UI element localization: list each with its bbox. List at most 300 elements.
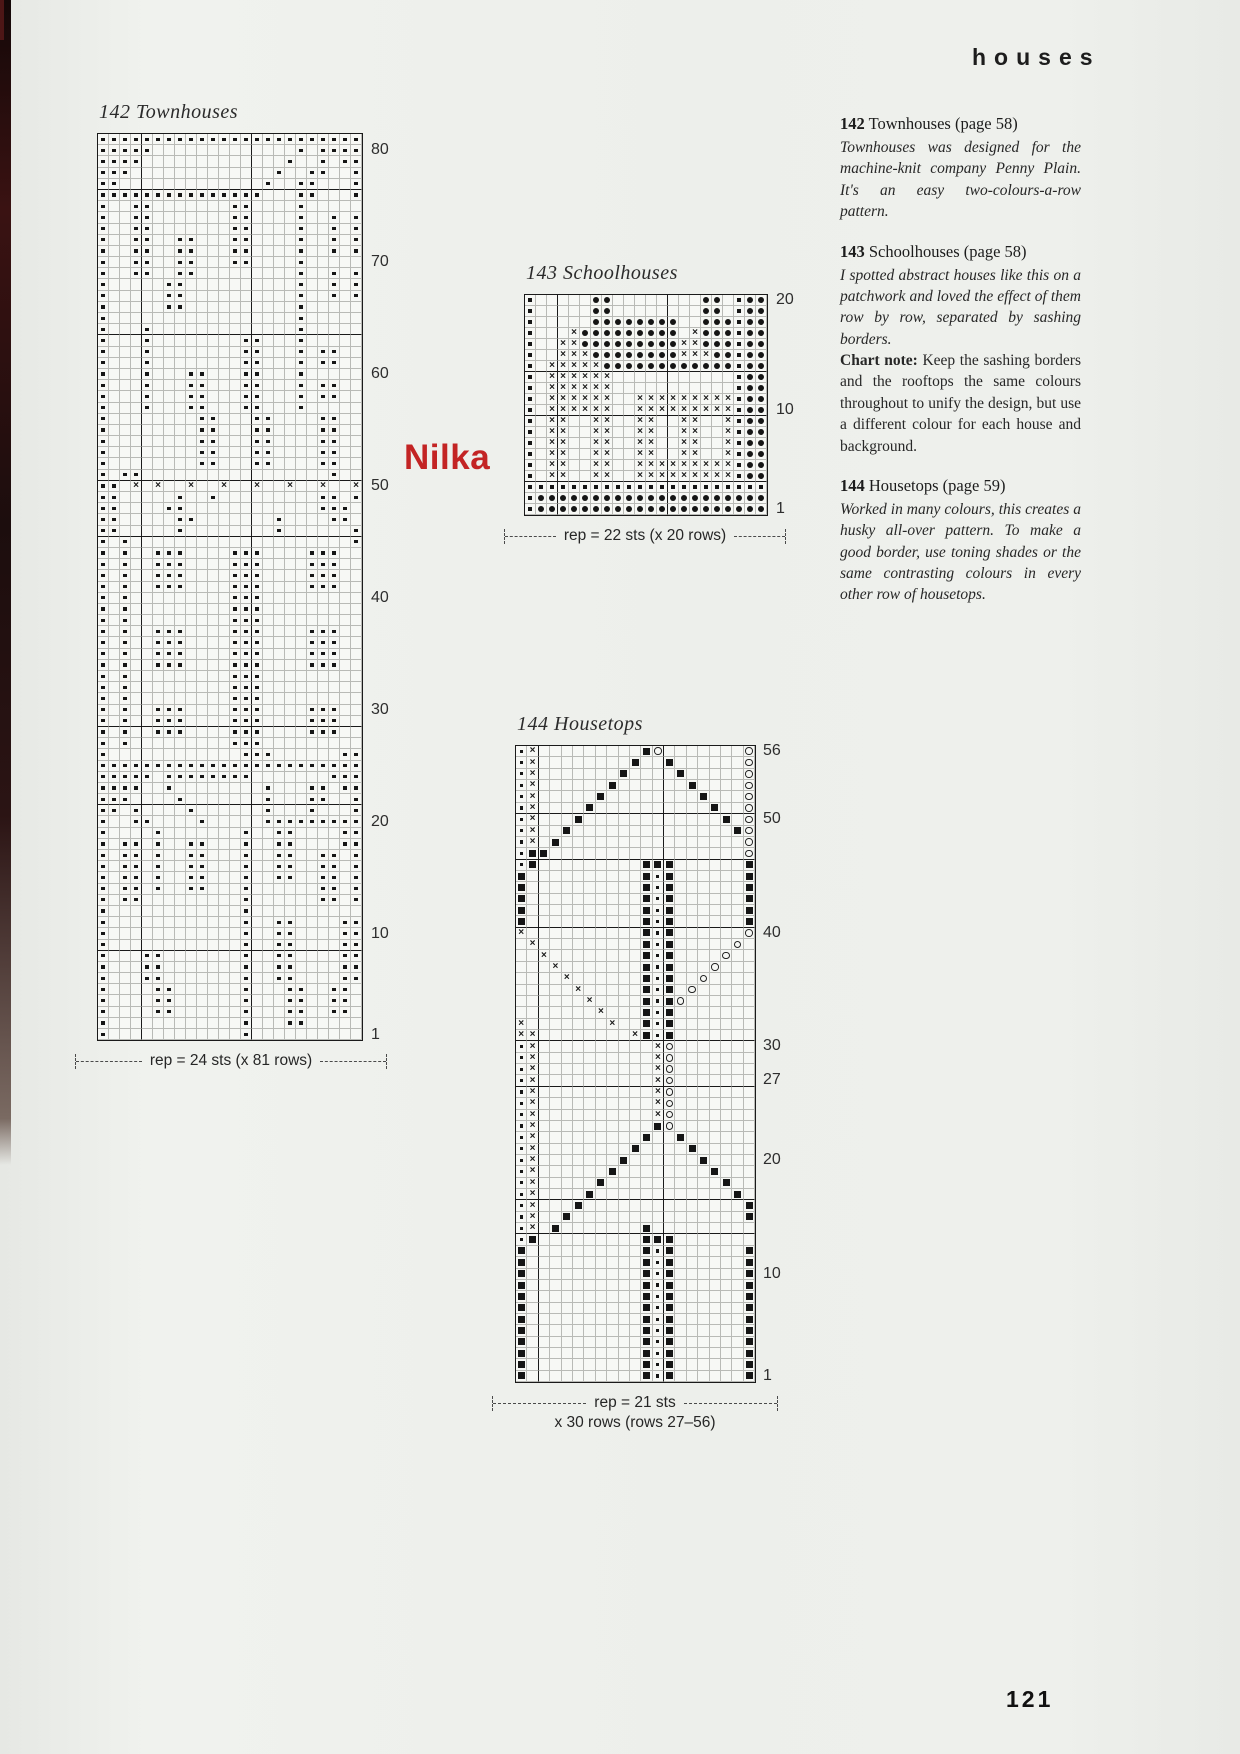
chart-cell [186,414,197,425]
chart-cell [109,649,120,660]
chart-cell [562,1314,573,1325]
chart-cell [186,761,197,772]
chart-cell [550,1348,561,1359]
chart-cell [744,985,755,996]
chart-cell [98,470,109,481]
chart-cell [230,570,241,581]
chart-cell [630,1280,641,1291]
chart-cell [573,1234,584,1245]
chart-cell [186,772,197,783]
chart-cell [274,291,285,302]
chart-cell [241,324,252,335]
chart-cell [596,973,607,984]
chart-cell [539,746,550,757]
chart-cell [698,1200,709,1211]
chart-cell [252,526,263,537]
chart-cell [710,916,721,927]
chart-cell [641,1041,652,1052]
chart-cell [562,814,573,825]
chart-cell [263,201,274,212]
chart-cell [318,705,329,716]
chart-cell [351,884,362,895]
chart-cell [732,1348,743,1359]
chart-cell [186,537,197,548]
chart-cell [734,460,745,471]
chart-cell [607,1110,618,1121]
chart-cell [252,324,263,335]
chart-cell [120,224,131,235]
chart-cell [296,749,307,760]
chart-cell [98,403,109,414]
chart-cell [550,1019,561,1030]
chart-cell [175,906,186,917]
chart-cell [547,482,558,493]
chart-cell [619,1166,630,1177]
chart-cell [329,850,340,861]
chart-cell [142,268,153,279]
chart-cell [318,235,329,246]
chart-cell [197,224,208,235]
chart-cell [630,882,641,893]
chart-cell [340,503,351,514]
chart-cell [687,837,698,848]
chart-cell [241,313,252,324]
chart-cell [516,1030,527,1041]
chart-cell [641,1348,652,1359]
chart-cell [721,814,732,825]
chart-cell [630,1291,641,1302]
chart-cell [131,761,142,772]
chart-cell [653,1200,664,1211]
chart-cell [340,212,351,223]
chart-cell [98,436,109,447]
chart-cell [197,761,208,772]
chart-cell [562,803,573,814]
chart-cell [550,769,561,780]
chart-cell [539,1280,550,1291]
chart-cell [131,313,142,324]
chart-cell [153,212,164,223]
chart-cell [584,1234,595,1245]
chart-cell [109,984,120,995]
chart-cell [653,780,664,791]
chart-cell [698,1212,709,1223]
chart-cell [569,471,580,482]
chart-cell [734,471,745,482]
chart-cell [527,1098,538,1109]
chart-cell [230,380,241,391]
chart-cell [142,984,153,995]
chart-cell [734,416,745,427]
chart-cell [307,995,318,1006]
chart-cell [340,156,351,167]
chart-cell [550,1291,561,1302]
chart-cell [721,950,732,961]
chart-cell [241,570,252,581]
chart-cell [274,391,285,402]
chart-cell [208,212,219,223]
chart-cell [219,168,230,179]
chart-cell [607,1280,618,1291]
chart-cell [252,615,263,626]
chart-cell [539,1121,550,1132]
chart-cell [607,950,618,961]
chart-cell [219,649,230,660]
chart-cell [744,962,755,973]
chart-cell [613,372,624,383]
chart-cell [351,649,362,660]
chart-cell [675,837,686,848]
chart-cell [675,939,686,950]
row-number-label: 1 [776,500,785,517]
chart-cell [641,1359,652,1370]
chart-cell [120,660,131,671]
chart-cell [329,358,340,369]
chart-cell [539,871,550,882]
chart-cell [274,761,285,772]
chart-cell [664,1064,675,1075]
chart-cell [539,1155,550,1166]
chart-cell [197,705,208,716]
chart-cell [596,950,607,961]
chart-cell [175,481,186,492]
chart-cell [131,928,142,939]
chart-cell [175,358,186,369]
chart-cell [329,1007,340,1018]
chart-cell [721,769,732,780]
chart-cell [584,826,595,837]
chart-cell [573,1269,584,1280]
chart-cell [241,257,252,268]
chart-cell [208,335,219,346]
chart-cell [142,414,153,425]
chart-cell [164,168,175,179]
chart-cell [153,615,164,626]
article-heading [840,476,1081,496]
chart-cell [296,906,307,917]
chart-cell [186,705,197,716]
chart-cell [263,861,274,872]
chart-cell [263,951,274,962]
chart-cell [131,369,142,380]
chart-cell [516,746,527,757]
chart-cell [208,984,219,995]
chart-cell [252,917,263,928]
chart-cell [536,339,547,350]
chart-cell [539,1314,550,1325]
chart-cell [230,492,241,503]
chart-cell [109,156,120,167]
chart-cell [584,1166,595,1177]
chart-cell [307,693,318,704]
chart-cell [351,391,362,402]
chart-cell [153,582,164,593]
chart-cell [307,682,318,693]
chart-cell [596,1314,607,1325]
chart-cell [539,1246,550,1257]
chart-cell [580,306,591,317]
chart-cell [131,671,142,682]
chart-cell [98,940,109,951]
chart-cell [664,905,675,916]
chart-cell [208,604,219,615]
chart-cell [562,1155,573,1166]
repeat-bracket [492,1394,778,1412]
chart-cell [252,861,263,872]
chart-cell [569,306,580,317]
chart-cell [580,493,591,504]
chart-cell [307,324,318,335]
chart-cell [351,828,362,839]
chart-cell [197,492,208,503]
chart-cell [351,805,362,816]
chart-cell [732,1291,743,1302]
chart-cell [573,1178,584,1189]
chart-cell [120,526,131,537]
chart-cell [351,951,362,962]
chart-cell [641,1144,652,1155]
chart-cell [613,328,624,339]
bracket-dash [76,1061,142,1062]
chart-cell [263,403,274,414]
chart-cell [285,884,296,895]
chart-cell [613,416,624,427]
chart-cell [710,1110,721,1121]
chart-cell [263,246,274,257]
chart-cell [351,772,362,783]
chart-cell [646,317,657,328]
chart-cell [646,482,657,493]
chart-cell [109,403,120,414]
chart-cell [698,1348,709,1359]
chart-cell [230,134,241,145]
chart-cell [285,705,296,716]
chart-cell [698,780,709,791]
chart-cell [539,1325,550,1336]
chart-cell [230,649,241,660]
chart-cell [516,1246,527,1257]
chart-cell [340,626,351,637]
chart-cell [131,358,142,369]
chart-cell [596,1053,607,1064]
chart-cell [318,503,329,514]
chart-cell [131,291,142,302]
chart-cell [230,201,241,212]
chart-cell [550,1178,561,1189]
chart-cell [307,470,318,481]
chart-cell [562,769,573,780]
chart-cell [721,837,732,848]
chart-cell [208,179,219,190]
chart-cell [252,358,263,369]
chart-cell [340,682,351,693]
chart-cell [584,939,595,950]
chart-cell [109,447,120,458]
chart-cell [630,860,641,871]
chart-cell [351,156,362,167]
chart-cell [296,1029,307,1040]
chart-cell [527,882,538,893]
chart-cell [329,458,340,469]
chart-cell [329,761,340,772]
chart-cell [732,1200,743,1211]
chart-cell [230,984,241,995]
chart-cell [208,805,219,816]
chart-cell [698,1064,709,1075]
chart-cell [197,235,208,246]
chart-cell [630,973,641,984]
chart-cell [164,671,175,682]
chart-cell [641,814,652,825]
chart-cell [596,1303,607,1314]
chart-cell [252,1029,263,1040]
chart-cell [516,973,527,984]
chart-cell [569,449,580,460]
chart-cell [219,895,230,906]
chart-cell [285,671,296,682]
chart-cell [164,324,175,335]
chart-cell [142,291,153,302]
chart-cell [318,302,329,313]
chart-cell [687,848,698,859]
chart-cell [562,1019,573,1030]
chart-cell [329,503,340,514]
chart-cell [175,671,186,682]
bracket-tick-icon [785,529,786,544]
chart-cell [664,928,675,939]
chart-cell [630,826,641,837]
chart-cell [307,548,318,559]
chart-cell [142,224,153,235]
chart-cell [641,996,652,1007]
chart-cell [653,746,664,757]
chart-cell [525,427,536,438]
chart-cell [263,705,274,716]
chart-cell [318,190,329,201]
chart-cell [318,358,329,369]
chart-cell [164,391,175,402]
chart-cell [186,884,197,895]
chart-cell [98,895,109,906]
chart-cell [641,1371,652,1382]
chart-cell [698,1144,709,1155]
chart-cell [619,769,630,780]
chart-cell [296,514,307,525]
chart-cell [109,212,120,223]
chart-cell [274,593,285,604]
chart-cell [562,1337,573,1348]
chart-cell [98,593,109,604]
chart-cell [596,1144,607,1155]
chart-cell [131,403,142,414]
chart-cell [641,1212,652,1223]
chart-cell [318,582,329,593]
chart-cell [687,1155,698,1166]
chart-cell [164,503,175,514]
chart-cell [527,985,538,996]
chart-cell [241,649,252,660]
chart-cell [607,1291,618,1302]
chart-cell [318,895,329,906]
chart-cell [164,1007,175,1018]
chart-cell [197,257,208,268]
chart-cell [175,134,186,145]
chart-cell [263,514,274,525]
chart-cell [698,826,709,837]
chart-cell [274,201,285,212]
chart-cell [318,458,329,469]
chart-cell [285,291,296,302]
chart-cell [340,201,351,212]
chart-cell [744,1325,755,1336]
chart-cell [142,839,153,850]
chart-cell [712,350,723,361]
chart-cell [263,749,274,760]
chart-cell [109,615,120,626]
chart-cell [550,746,561,757]
chart-cell [562,1325,573,1336]
chart-cell [596,1325,607,1336]
chart-cell [219,906,230,917]
chart-cell [318,335,329,346]
chart-cell [307,257,318,268]
chart-cell [698,837,709,848]
chart-cell [296,224,307,235]
chart-cell [307,514,318,525]
chart-cell [131,940,142,951]
chart-cell [653,1030,664,1041]
chart-cell [653,939,664,950]
chart-cell [230,928,241,939]
chart-cell [607,746,618,757]
chart-cell [536,427,547,438]
chart-cell [329,984,340,995]
chart-cell [318,637,329,648]
chart-cell [675,826,686,837]
chart-cell [219,313,230,324]
chart-cell [109,761,120,772]
chart-cell [687,950,698,961]
chart-cell [596,837,607,848]
chart-cell [208,917,219,928]
chart-cell [721,1269,732,1280]
chart-cell [536,328,547,339]
chart-cell [241,783,252,794]
chart-cell [619,1121,630,1132]
chart-cell [230,973,241,984]
chart-cell [175,794,186,805]
chart-cell [142,201,153,212]
chart-cell [527,1223,538,1234]
chart-cell [241,906,252,917]
chart-cell [142,861,153,872]
chart-cell [687,1359,698,1370]
chart-cell [219,134,230,145]
chart-cell [252,816,263,827]
chart-cell [197,268,208,279]
chart-cell [516,882,527,893]
chart-cell [241,761,252,772]
chart-cell [164,816,175,827]
chart-cell [153,693,164,704]
chart-cell [219,235,230,246]
chart-cell [340,783,351,794]
chart-cell [710,1280,721,1291]
chart-cell [241,414,252,425]
chart-cell [698,814,709,825]
chart-cell [340,962,351,973]
chart-cell [721,1246,732,1257]
